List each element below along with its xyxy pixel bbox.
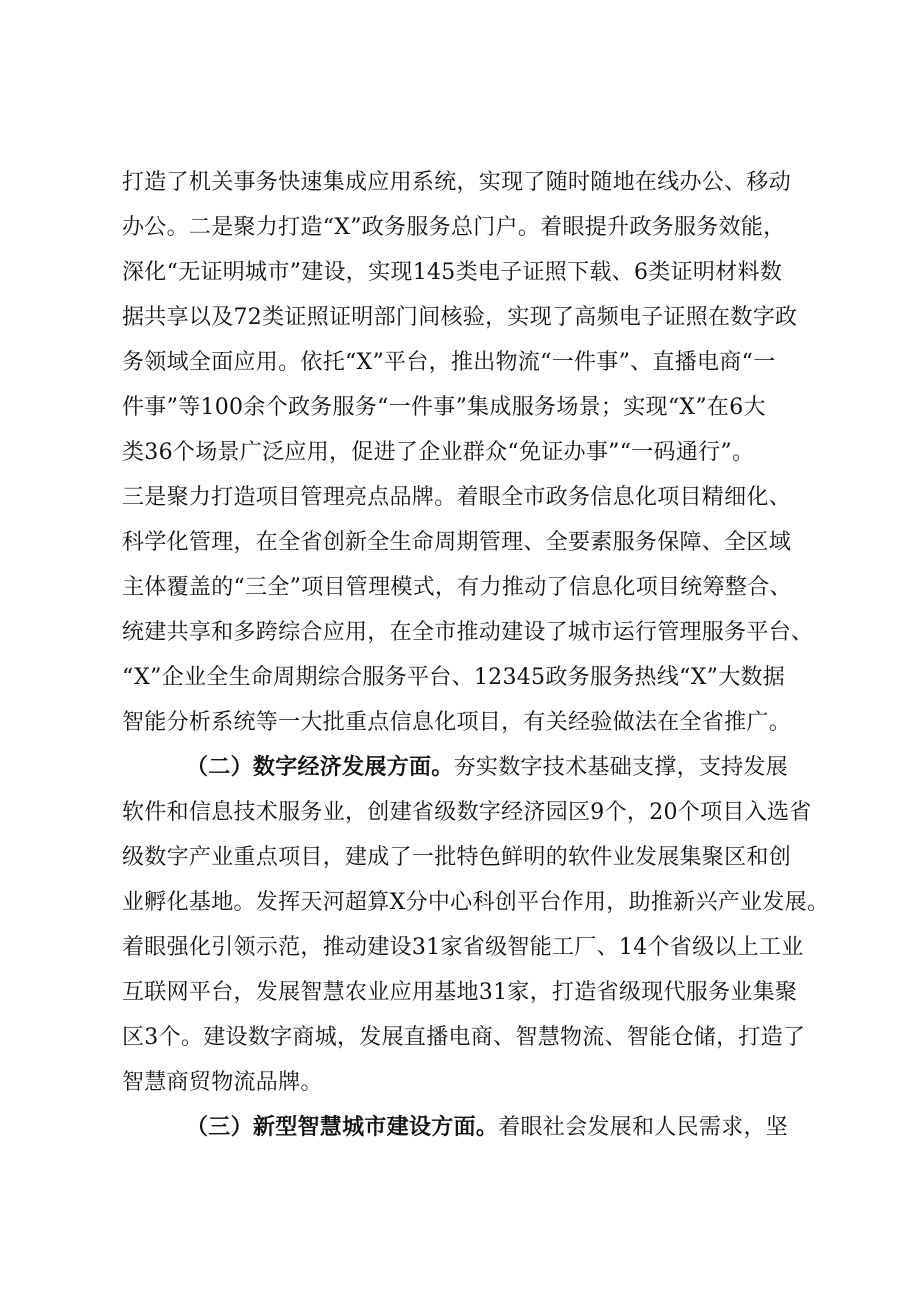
paragraph-line: 类36个场景广泛应用，促进了企业群众“免证办事”“一码通行”。 <box>122 440 755 465</box>
paragraph-line: 办公。二是聚力打造“X”政务服务总门户。着眼提升政务服务效能， <box>122 215 786 240</box>
paragraph-line: 智慧商贸物流品牌。 <box>122 1070 323 1095</box>
paragraph-line: 软件和信息技术服务业，创建省级数字经济园区9个，20个项目入选省 <box>122 800 812 825</box>
section-3-first-line <box>186 1113 788 1143</box>
paragraph-line: 科学化管理，在全省创新全生命周期管理、全要素服务保障、全区域 <box>122 530 792 555</box>
paragraph-line: 区3个。建设数字商城，发展直播电商、智慧物流、智能仓储，打造了 <box>122 1025 806 1050</box>
paragraph-line: 统建共享和多跨综合应用，在全市推动建设了城市运行管理服务平台、 <box>122 620 814 645</box>
paragraph-line: 着眼强化引领示范，推动建设31家省级智能工厂、14个省级以上工业 <box>122 935 804 960</box>
section-2-heading: （二）数字经济发展方面。 <box>186 755 454 780</box>
section-2-first-line-text: 夯实数字技术基础支撑，支持发展 <box>453 755 789 780</box>
paragraph-line: “X”企业全生命周期综合服务平台、12345政务服务热线“X”大数据 <box>122 665 786 690</box>
paragraph-line: 三是聚力打造项目管理亮点品牌。着眼全市政务信息化项目精细化、 <box>122 485 792 510</box>
section-2-first-line <box>186 753 788 783</box>
paragraph-line: 深化“无证明城市”建设，实现145类电子证照下载、6类证明材料数 <box>122 260 783 285</box>
paragraph-line: 级数字产业重点项目，建成了一批特色鲜明的软件业发展集聚区和创 <box>122 845 792 870</box>
paragraph-line: 打造了机关事务快速集成应用系统，实现了随时随地在线办公、移动 <box>122 170 792 195</box>
paragraph-line: 件事”等100余个政务服务“一件事”集成服务场景；实现“X”在6大 <box>122 395 766 420</box>
paragraph-line: 主体覆盖的“三全”项目管理模式，有力推动了信息化项目统筹整合、 <box>122 575 792 600</box>
paragraph-line: 据共享以及72类证照证明部门间核验，实现了高频电子证照在数字政 <box>122 305 798 330</box>
paragraph-line: 互联网平台，发展智慧农业应用基地31家，打造省级现代服务业集聚 <box>122 980 798 1005</box>
section-3-heading: （三）新型智慧城市建设方面。 <box>186 1115 499 1140</box>
paragraph-line: 业孵化基地。发挥天河超算X分中心科创平台作用，助推新兴产业发展。 <box>122 890 830 915</box>
section-3-first-line-text: 着眼社会发展和人民需求，坚 <box>498 1115 789 1140</box>
paragraph-line: 务领域全面应用。依托“X”平台，推出物流“一件事”、直播电商“一 <box>122 350 776 375</box>
paragraph-line: 智能分析系统等一大批重点信息化项目，有关经验做法在全省推广。 <box>122 710 792 735</box>
